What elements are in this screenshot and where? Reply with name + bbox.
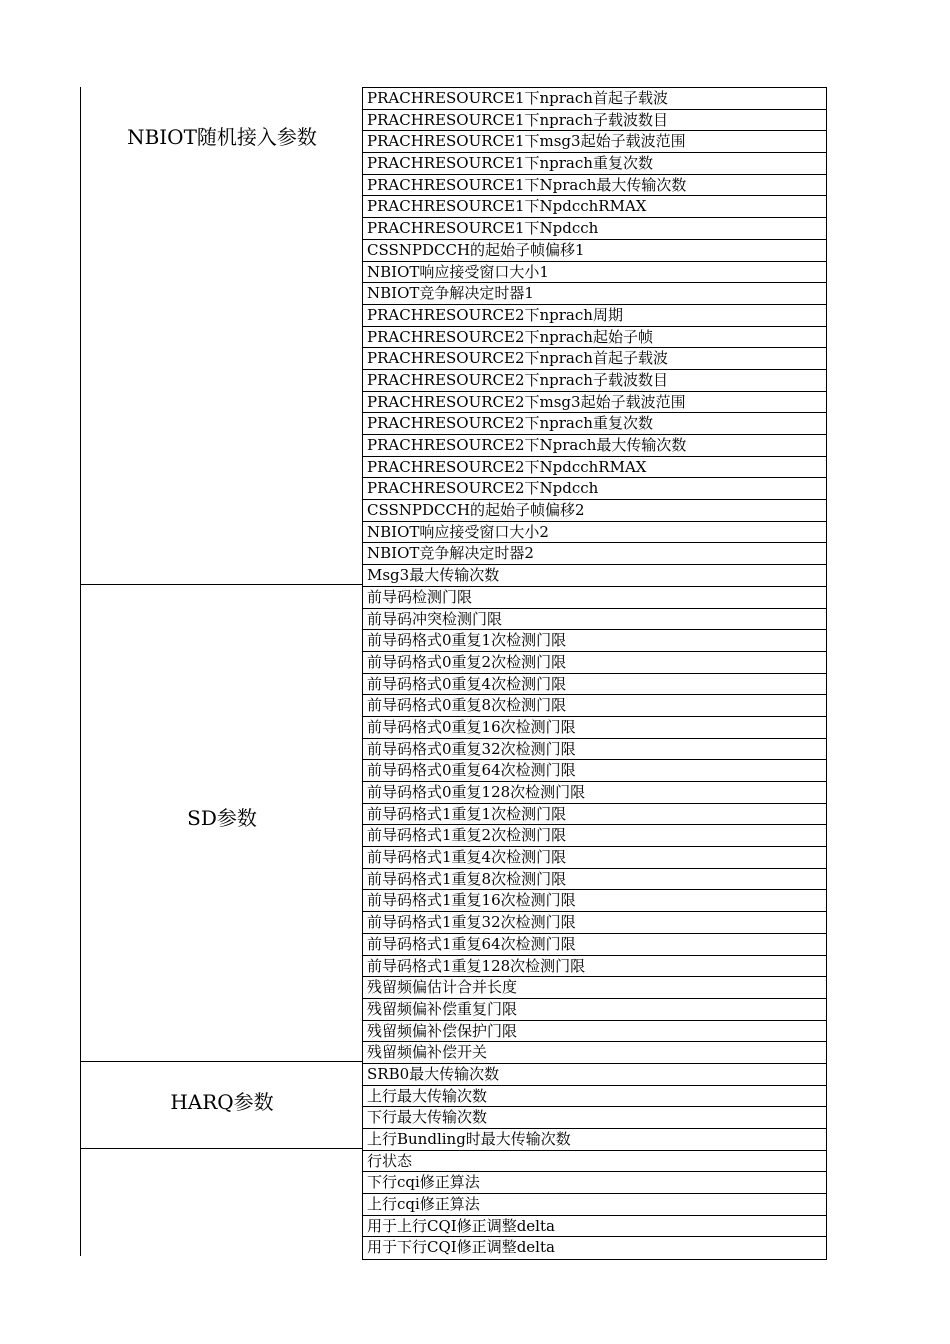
parameter-row: 前导码格式1重复128次检测门限 bbox=[363, 956, 826, 978]
parameter-row: NBIOT响应接受窗口大小1 bbox=[363, 262, 826, 284]
parameter-row: PRACHRESOURCE1下Nprach最大传输次数 bbox=[363, 175, 826, 197]
parameter-row: 下行cqi修正算法 bbox=[363, 1172, 826, 1194]
group-nbiot-random-access bbox=[81, 87, 363, 584]
parameter-row: 前导码格式0重复2次检测门限 bbox=[363, 652, 826, 674]
parameter-row: CSSNPDCCH的起始子帧偏移2 bbox=[363, 500, 826, 522]
parameter-row: PRACHRESOURCE1下NpdcchRMAX bbox=[363, 196, 826, 218]
parameter-row: 上行Bundling时最大传输次数 bbox=[363, 1129, 826, 1151]
parameter-row: PRACHRESOURCE2下nprach首起子载波 bbox=[363, 348, 826, 370]
parameter-list bbox=[362, 87, 827, 1260]
parameter-row: 前导码格式0重复32次检测门限 bbox=[363, 739, 826, 761]
parameter-row: PRACHRESOURCE2下nprach子载波数目 bbox=[363, 370, 826, 392]
parameter-row: 前导码检测门限 bbox=[363, 587, 826, 609]
parameter-row: 行状态 bbox=[363, 1151, 826, 1173]
group-harq bbox=[81, 1061, 363, 1148]
parameter-row: 前导码格式0重复1次检测门限 bbox=[363, 630, 826, 652]
group-sd bbox=[81, 584, 363, 1061]
parameter-row: SRB0最大传输次数 bbox=[363, 1064, 826, 1086]
parameter-row: PRACHRESOURCE2下NpdcchRMAX bbox=[363, 457, 826, 479]
parameter-row: PRACHRESOURCE2下nprach重复次数 bbox=[363, 413, 826, 435]
parameter-row: 前导码格式1重复32次检测门限 bbox=[363, 912, 826, 934]
group-label: NBIOT随机接入参数 bbox=[127, 125, 317, 149]
parameter-row: NBIOT竞争解决定时器2 bbox=[363, 543, 826, 565]
parameter-row: 下行最大传输次数 bbox=[363, 1107, 826, 1129]
parameter-row: 残留频偏补偿保护门限 bbox=[363, 1021, 826, 1043]
parameter-row: 上行最大传输次数 bbox=[363, 1086, 826, 1108]
parameter-row: PRACHRESOURCE1下msg3起始子载波范围 bbox=[363, 131, 826, 153]
parameter-row: 前导码格式1重复64次检测门限 bbox=[363, 934, 826, 956]
group-column bbox=[80, 87, 363, 1256]
parameter-row: PRACHRESOURCE1下nprach重复次数 bbox=[363, 153, 826, 175]
parameter-row: 用于上行CQI修正调整delta bbox=[363, 1216, 826, 1238]
parameter-row: 残留频偏补偿开关 bbox=[363, 1042, 826, 1064]
parameter-row: 前导码格式1重复1次检测门限 bbox=[363, 804, 826, 826]
group-label: SD参数 bbox=[187, 806, 257, 830]
parameter-row: 前导码格式1重复8次检测门限 bbox=[363, 869, 826, 891]
parameter-row: NBIOT竞争解决定时器1 bbox=[363, 283, 826, 305]
parameter-row: 前导码格式1重复16次检测门限 bbox=[363, 890, 826, 912]
parameter-row: PRACHRESOURCE2下nprach起始子帧 bbox=[363, 327, 826, 349]
parameter-row: PRACHRESOURCE1下Npdcch bbox=[363, 218, 826, 240]
parameter-row: CSSNPDCCH的起始子帧偏移1 bbox=[363, 240, 826, 262]
parameter-row: 前导码格式0重复128次检测门限 bbox=[363, 782, 826, 804]
parameter-row: 上行cqi修正算法 bbox=[363, 1194, 826, 1216]
parameter-row: 残留频偏估计合并长度 bbox=[363, 977, 826, 999]
parameter-row: 前导码格式0重复64次检测门限 bbox=[363, 760, 826, 782]
parameter-row: 前导码冲突检测门限 bbox=[363, 609, 826, 631]
parameter-row: PRACHRESOURCE2下Npdcch bbox=[363, 478, 826, 500]
group-label: HARQ参数 bbox=[170, 1090, 274, 1114]
parameter-row: PRACHRESOURCE2下nprach周期 bbox=[363, 305, 826, 327]
parameter-row: Msg3最大传输次数 bbox=[363, 565, 826, 587]
parameter-row: 前导码格式0重复16次检测门限 bbox=[363, 717, 826, 739]
parameter-row: PRACHRESOURCE1下nprach子载波数目 bbox=[363, 110, 826, 132]
parameter-row: PRACHRESOURCE2下Nprach最大传输次数 bbox=[363, 435, 826, 457]
parameter-row: PRACHRESOURCE1下nprach首起子载波 bbox=[363, 88, 826, 110]
group-cqi bbox=[81, 1148, 363, 1256]
parameter-row: 残留频偏补偿重复门限 bbox=[363, 999, 826, 1021]
parameter-row: 前导码格式1重复4次检测门限 bbox=[363, 847, 826, 869]
parameter-row: NBIOT响应接受窗口大小2 bbox=[363, 522, 826, 544]
parameter-row: PRACHRESOURCE2下msg3起始子载波范围 bbox=[363, 392, 826, 414]
parameter-row: 前导码格式0重复8次检测门限 bbox=[363, 695, 826, 717]
parameter-row: 前导码格式0重复4次检测门限 bbox=[363, 674, 826, 696]
parameter-row: 前导码格式1重复2次检测门限 bbox=[363, 825, 826, 847]
parameter-row: 用于下行CQI修正调整delta bbox=[367, 1238, 555, 1257]
